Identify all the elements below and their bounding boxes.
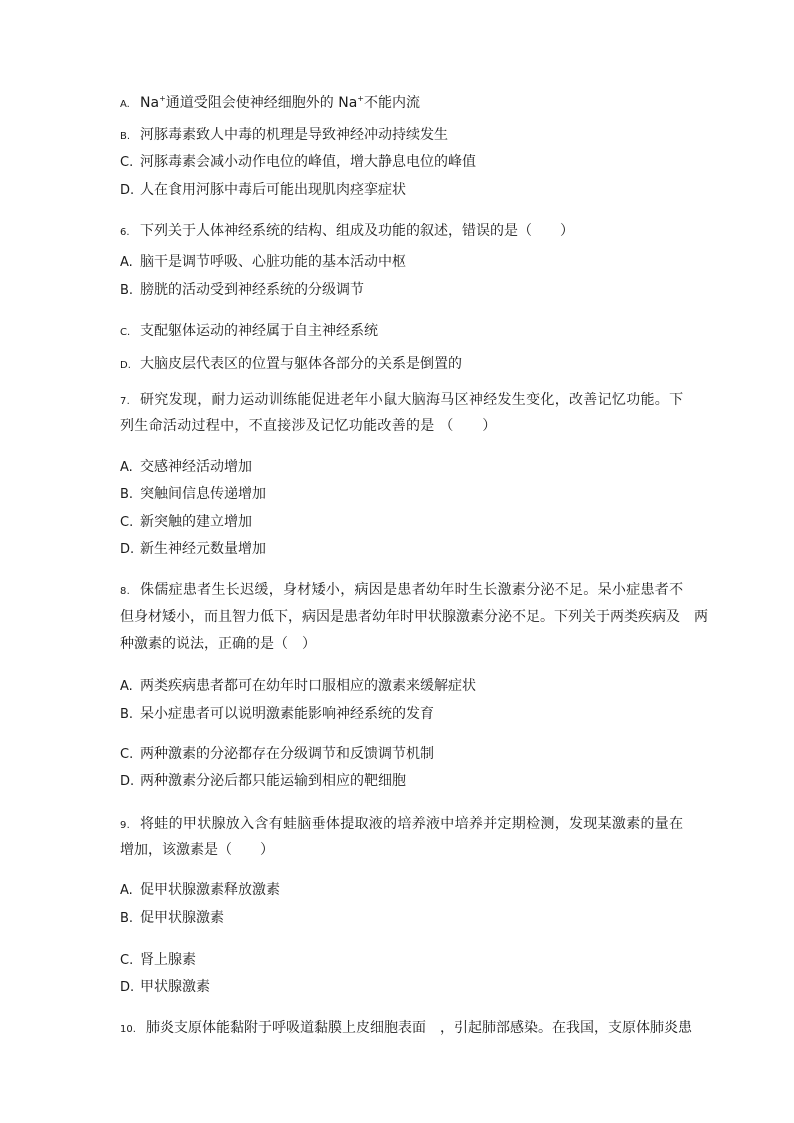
q6-option-c [120,321,378,343]
q9-option-d [120,977,210,998]
option-text: 两类疾病患者都可在幼年时口服相应的激素来缓解症状 [140,678,476,694]
option-label: D. [120,183,135,198]
option-text-part: 通道受阻会使神经细胞外的 Na [165,95,358,111]
q6-option-d [120,354,462,376]
q7-option-d [120,539,266,560]
option-label: D. [120,542,135,557]
option-label: D. [120,774,135,789]
q5-option-a [120,93,420,115]
question-stem: 增加，该激素是（ ） [120,842,274,858]
option-label: C. [120,747,134,762]
option-text: 河豚毒素会减小动作电位的峰值，增大静息电位的峰值 [140,154,476,170]
option-text: 两种激素分泌后都只能运输到相应的靶细胞 [140,773,406,789]
q8-option-a [120,676,476,697]
q5-option-d [120,180,406,201]
q8-stem-line-3 [120,634,316,654]
option-label: A. [120,883,133,898]
question-stem: 下列关于人体神经系统的结构、组成及功能的叙述，错误的是（ ） [140,223,574,239]
q8-stem-line-2 [120,607,708,627]
option-label: D. [120,980,135,995]
option-text: 呆小症患者可以说明激素能影响神经系统的发育 [140,706,434,722]
question-stem: 将蛙的甲状腺放入含有蛙脑垂体提取液的培养液中培养并定期检测，发现某激素的量在 [140,816,684,832]
q9-option-b [120,908,224,929]
question-stem: 但身材矮小，而且智力低下，病因是患者幼年时甲状腺激素分泌不足。下列关于两类疾病及 两 [120,609,708,625]
q8-option-c [120,744,434,765]
option-text: 膀胱的活动受到神经系统的分级调节 [140,282,364,298]
option-label: B. [120,131,131,142]
option-text: 人在食用河豚中毒后可能出现肌肉痉挛症状 [140,182,406,198]
option-text: 脑干是调节呼吸、心脏功能的基本活动中枢 [140,254,406,270]
q9-stem-line-2 [120,840,274,860]
question-number: 7. [120,396,131,407]
q6-stem [120,221,574,243]
option-text: 促甲状腺激素 [140,910,224,926]
option-label: B. [120,707,134,722]
question-number: 6. [120,227,130,238]
question-stem: 研究发现，耐力运动训练能促进老年小鼠大脑海马区神经发生变化，改善记忆功能。下 [140,392,684,408]
option-label: A. [120,99,130,110]
question-stem: 肺炎支原体能黏附于呼吸道黏膜上皮细胞表面 ，引起肺部感染。在我国，支原体肺炎患 [146,1020,692,1036]
option-text: 新突触的建立增加 [140,514,252,530]
option-label: C. [120,515,134,530]
q6-option-b [120,280,364,301]
option-label: A. [120,255,133,270]
q8-option-d [120,771,406,792]
option-text: 两种激素的分泌都存在分级调节和反馈调节机制 [140,746,434,762]
option-text: 大脑皮层代表区的位置与躯体各部分的关系是倒置的 [140,356,462,372]
q7-stem-line-2 [120,416,497,436]
q8-option-b [120,704,434,725]
option-label: B. [120,283,134,298]
q9-stem-line-1 [120,814,683,836]
option-text-part: 不能内流 [363,95,420,111]
q5-option-b [120,125,448,147]
superscript: + [357,94,364,103]
option-text: 突触间信息传递增加 [140,486,266,502]
q6-option-a [120,252,406,273]
option-label: D. [120,360,131,371]
option-text: 新生神经元数量增加 [140,541,266,557]
question-stem: 列生命活动过程中，不直接涉及记忆功能改善的是 （ ） [120,418,497,434]
option-label: B. [120,487,134,502]
option-label: C. [120,155,134,170]
option-text: 支配躯体运动的神经属于自主神经系统 [140,323,378,339]
option-text: 促甲状腺激素释放激素 [140,882,280,898]
q7-stem-line-1 [120,390,683,412]
option-label: C. [120,327,131,338]
q7-option-b [120,484,266,505]
question-number: 9. [120,820,131,831]
option-text: 肾上腺素 [140,952,196,968]
question-number: 10. [120,1024,136,1035]
option-text-part: Na [140,95,160,111]
option-text: 甲状腺激素 [140,979,210,995]
q9-option-c [120,950,196,971]
question-stem: 侏儒症患者生长迟缓，身材矮小，病因是患者幼年时生长激素分泌不足。呆小症患者不 [140,582,684,598]
option-label: C. [120,953,134,968]
question-number: 8. [120,586,131,597]
q10-stem-line-1 [120,1018,692,1040]
q7-option-a [120,457,252,478]
option-label: A. [120,460,133,475]
q8-stem-line-1 [120,580,683,602]
option-label: B. [120,911,134,926]
q7-option-c [120,512,252,533]
q5-option-c [120,152,476,173]
option-label: A. [120,679,133,694]
q9-option-a [120,880,280,901]
option-text: 河豚毒素致人中毒的机理是导致神经冲动持续发生 [140,127,448,143]
question-stem: 种激素的说法，正确的是（ ） [120,636,316,652]
superscript: + [159,94,166,103]
option-text: 交感神经活动增加 [140,459,252,475]
